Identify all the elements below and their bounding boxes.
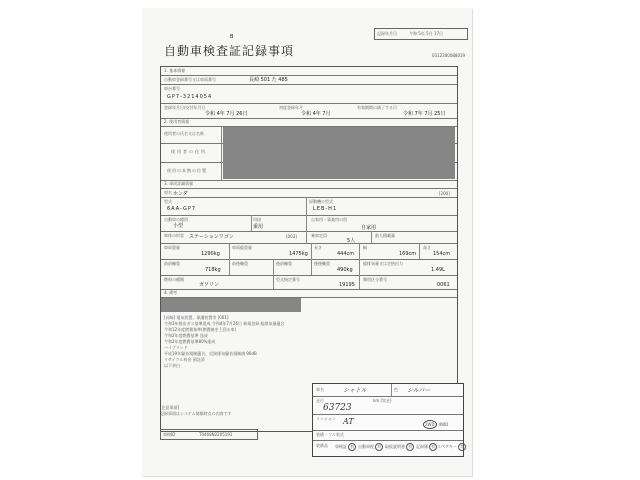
expiry-value: 令和 7年 7月 25日 (403, 111, 446, 117)
stamp-drive-selected-circle (423, 420, 437, 429)
inspection-id-value: T0468N2205191 (199, 432, 233, 437)
remarks-line-1: [長崎] 電気装置、保護装置等 [001] (164, 315, 229, 320)
displacement-label: 総排気量又は定格出力 (363, 261, 403, 266)
weight-value: 1290kg (201, 251, 220, 257)
rear-rear-label: 後後軸重 (314, 261, 330, 266)
type-num-value: 19195 (339, 282, 355, 288)
class-value: 0061 (437, 282, 450, 288)
maker-label: 車名 (164, 190, 172, 195)
stamp-color-label: 色 (394, 387, 398, 392)
chassis-value: GP7-3214054 (167, 94, 213, 100)
record-form (160, 66, 458, 432)
record-date-box (374, 28, 468, 40)
engine-label: 原動機の型式 (309, 199, 333, 204)
height-label: 高さ (423, 245, 431, 250)
remarks-line-5: 令和2年度燃費基準80%達成 (164, 339, 216, 344)
document-title: 自動車検査証記録事項 (164, 44, 295, 58)
kind-value: 小型 (173, 223, 184, 229)
first-reg-label: 初度登録年月 (279, 105, 303, 110)
note-label: [注意事項] (160, 405, 180, 410)
stamp-mileage-unit: km (実走) (373, 398, 392, 403)
reg-date-value: 令和 4年 7月 26日 (205, 111, 248, 117)
use-label: 用途 (253, 217, 261, 222)
stamp-mission-label: ミッション (316, 416, 336, 421)
inspection-record-page (142, 8, 472, 476)
model-value: 6AA-GP7 (167, 206, 197, 212)
section-basic-header: 1. 基本情報 (164, 68, 186, 73)
user-info-redaction (223, 127, 455, 179)
purpose-label: 自家用・事業用の別 (311, 217, 347, 222)
gross-label: 車両総重量 (232, 245, 252, 250)
remarks-line-4: 令和2年度燃費基準 達成 (164, 333, 208, 338)
remarks-line-3: 令和12年度燃費基準(燃費値を上回る車) (164, 327, 237, 332)
chassis-label: 車台番号 (164, 86, 180, 91)
remarks-line-7: 平成19年騒音規制適合、近接排気騒音規制値 96dB (164, 351, 257, 356)
kind-label: 自動車の種別 (164, 217, 188, 222)
remarks-line-6: ハイブリッド (164, 345, 188, 350)
maker-code: [200] (439, 191, 450, 196)
use-value: 乗用 (253, 224, 264, 230)
type-num-label: 型式指定番号 (276, 277, 300, 282)
model-label: 型式 (164, 199, 172, 204)
stamp-drive-options: 2WD・4WD (425, 422, 449, 427)
max-load-label: 最大積載量 (375, 233, 395, 238)
capacity-value: 5人 (347, 238, 356, 244)
stamp-name-label: 車名 (316, 387, 324, 392)
width-label: 幅 (363, 245, 367, 250)
stamp-accessory-1: 車検証 有 (335, 444, 355, 449)
user-name-label: 使用者の氏名又は名称 (164, 131, 204, 136)
stamp-accessory-3: 取扱説明書 有 (385, 444, 413, 449)
weight-label: 車両重量 (164, 245, 180, 250)
fuel-label: 燃料の種類 (164, 277, 184, 282)
front-axle-label: 前前軸重 (164, 261, 180, 266)
reg-number-value: 長崎 501 た 485 (249, 77, 288, 83)
stamp-equipment-label: 装備・フル装式 (316, 432, 344, 437)
stamp-mileage-value: 63723 (323, 403, 352, 413)
header-mark: B (230, 34, 234, 40)
stamp-accessory-4: 記録簿 有 (416, 444, 436, 449)
note-text: 記録事項はシステム情報時点の内容です (160, 411, 232, 416)
displacement-value: 1.49L (431, 267, 445, 273)
first-reg-value: 令和 4年 7月 (301, 111, 331, 117)
section-remarks-header: 4. 備考 (164, 290, 178, 295)
document-number: 0312300088019 (432, 53, 466, 58)
capacity-label: 乗車定員 (311, 233, 327, 238)
user-base-label: 使用の本拠の位置 (167, 168, 207, 173)
height-value: 154cm (433, 251, 451, 257)
inspection-id-label: 車検ID (163, 432, 176, 437)
remarks-redaction (161, 298, 301, 312)
remarks-line-2: 令和3年排出ガス基準達成 令和4年7月26日 新規登録 総排気量適合 (164, 321, 285, 326)
remarks-line-8: リサイクル料金 預託済 (164, 357, 205, 362)
front-axle-value: 718kg (205, 267, 221, 273)
stamp-mission-value: AT (343, 417, 354, 426)
class-label: 類別区分番号 (363, 277, 387, 282)
user-address-label: 使用者の住所 (171, 149, 207, 154)
shape-code: [003] (286, 234, 297, 239)
expiry-label: 有効期間の満了する日 (357, 105, 397, 110)
stamp-accessory-5: スペアキー 有 (437, 444, 465, 449)
width-value: 169cm (399, 251, 417, 257)
section-vehicle-header: 3. 車両詳細情報 (164, 181, 194, 186)
purpose-value: 自家用 (361, 225, 377, 231)
rear-front-label: 後前軸重 (276, 261, 292, 266)
stamp-name-value: シャトル (343, 387, 367, 394)
length-label: 長さ (314, 245, 322, 250)
gross-value: 1475kg (289, 251, 308, 257)
record-date-label: 記録年月日 (377, 31, 397, 36)
stamp-accessories-label: 装備品 (316, 443, 328, 448)
shape-label: 車体の形状 (164, 233, 184, 238)
front-rear-label: 前後軸重 (232, 261, 248, 266)
maker-value: ホンダ (173, 191, 188, 197)
length-value: 444cm (337, 251, 355, 257)
remarks-line-9: 以下余白 (164, 363, 180, 368)
stamp-mileage-label: 走行 (316, 398, 324, 403)
inspection-id-box (160, 429, 258, 440)
fuel-value: ガソリン (199, 282, 220, 288)
rear-rear-value: 490kg (337, 267, 353, 273)
record-date-value: 令和 5年 5月 17日 (409, 31, 443, 36)
dealer-stamp-box (312, 383, 464, 457)
shape-value: ステーションワゴン (189, 234, 234, 240)
reg-date-label: 登録年月日/交付年月日 (164, 105, 206, 110)
section-user-header: 2. 使用者情報 (164, 119, 190, 124)
stamp-color-value: シルバー (407, 387, 431, 394)
reg-number-label: 自動車登録番号又は車両番号 (164, 77, 216, 82)
engine-value: LEB-H1 (313, 206, 338, 212)
stamp-accessory-2: 自動車税 有 (358, 444, 382, 449)
